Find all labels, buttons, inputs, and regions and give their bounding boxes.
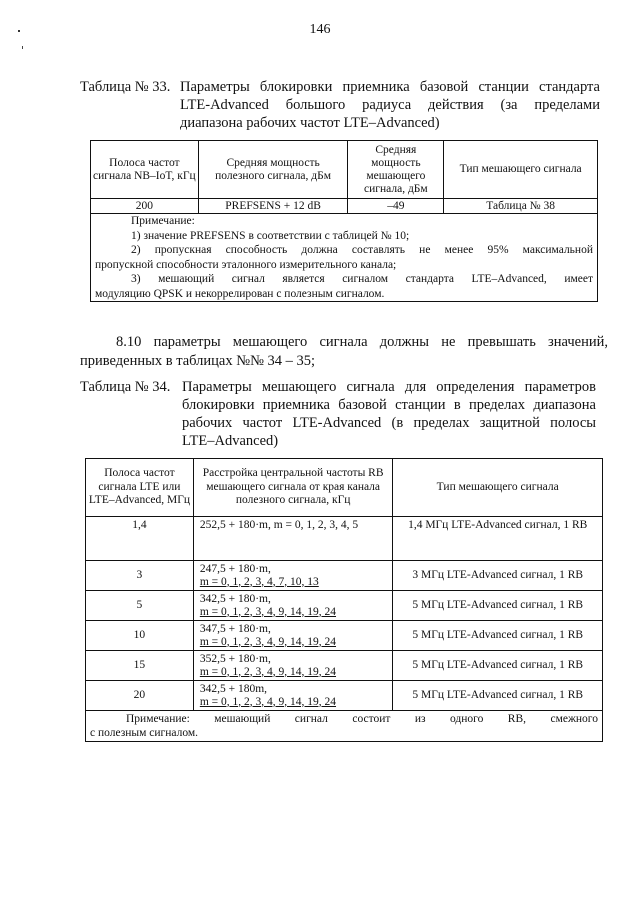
table-row [86,681,603,711]
table34-caption-label: Таблица № 34. [80,379,171,395]
table33-note-line: 3) мешающий сигнал является сигналом стандарта LTE–Advanced, имеет [131,273,593,285]
table33-note-line: 1) значение PREFSENS в соответствии с таблицей № 10; [131,229,410,242]
table34-caption-line: Параметры мешающего сигнала для определения параметров [182,379,596,395]
table34-caption [80,378,596,450]
table-row [86,561,603,591]
table-cell [193,591,393,621]
table33-data-row [91,199,598,214]
table34-header-cell: Расстройка центральной частоты RB мешающего сигнала от края канала полезного сигнала, кГц [193,459,393,517]
table34-note-row [86,711,603,742]
table-cell: 5 МГц LTE-Advanced сигнал, 1 RB [393,621,603,651]
table33-header-cell: Средняя мощность полезного сигнала, дБм [198,141,348,199]
table33-caption-label: Таблица № 33. [80,79,171,95]
table34-note [86,711,603,742]
table-cell: 5 МГц LTE-Advanced сигнал, 1 RB [393,681,603,711]
table-cell: 3 МГц LTE-Advanced сигнал, 1 RB [393,561,603,591]
table34-header-row [86,459,603,517]
offset-formula: 247,5 + 180·m, [199,563,271,575]
table-row [86,651,603,681]
table-cell: 200 [91,199,199,214]
table33-note-line: 2) пропускная способность должна составлять не менее 95% максимальной [131,244,593,256]
table33-caption-line: диапазона рабочих частот LTE–Advanced) [180,115,440,131]
table33-header-cell: Средняя мощность мешающего сигнала, дБм [348,141,444,199]
table33-note-line: пропускной способности эталонного измерительного канала; [95,258,397,271]
offset-formula: 352,5 + 180·m, [199,653,271,665]
table-row [86,621,603,651]
paragraph-8-10 [80,333,608,371]
table33-header-cell: Полоса частот сигнала NB–IoT, кГц [91,141,199,199]
table33-note-line: модуляцию QPSK и некоррелирован с полезным сигналом. [95,287,385,300]
table-cell [193,561,393,591]
table34-note-line: с полезным сигналом. [90,727,199,739]
table33 [90,140,598,302]
table-cell: 5 [86,591,194,621]
table34 [85,458,603,742]
table-cell: PREFSENS + 12 dB [198,199,348,214]
table-cell: –49 [348,199,444,214]
offset-formula: 252,5 + 180·m, m = 0, 1, 2, 3, 4, 5 [199,519,359,531]
table34-caption-line: блокировки приемника базовой станции в пределах диапазона [182,397,596,413]
table34-caption-line: LTE–Advanced) [182,433,279,449]
offset-formula: 342,5 + 180m, [199,683,268,695]
offset-formula: 347,5 + 180·m, [199,623,271,635]
table-cell: 5 МГц LTE-Advanced сигнал, 1 RB [393,651,603,681]
table-cell [193,621,393,651]
table-cell: 15 [86,651,194,681]
table33-header-cell: Тип мешающего сигнала [444,141,598,199]
table-row [86,591,603,621]
offset-m-values: m = 0, 1, 2, 3, 4, 7, 10, 13 [199,575,319,588]
table33-note [91,214,598,302]
offset-formula: 342,5 + 180·m, [199,593,271,605]
offset-m-values: m = 0, 1, 2, 3, 4, 9, 14, 19, 24 [199,635,337,648]
table-cell: 5 МГц LTE-Advanced сигнал, 1 RB [393,591,603,621]
offset-m-values: m = 0, 1, 2, 3, 4, 9, 14, 19, 24 [199,665,337,678]
table-row [86,517,603,561]
table-cell: 3 [86,561,194,591]
table-cell [193,517,393,561]
table-cell: 1,4 [86,517,194,561]
table-cell: 20 [86,681,194,711]
table33-header-row [91,141,598,199]
table34-note-line: Примечание: мешающий сигнал состоит из одного RB, смежного [126,713,598,725]
table33-note-row [91,214,598,302]
table34-header-cell: Тип мешающего сигнала [393,459,603,517]
table33-caption-line: LTE-Advanced большого радиуса действия (за пределами [180,97,600,113]
table-cell [193,681,393,711]
table-cell [193,651,393,681]
table33-caption-line: Параметры блокировки приемника базовой станции стандарта [180,79,600,95]
offset-m-values: m = 0, 1, 2, 3, 4, 9, 14, 19, 24 [199,695,337,708]
table33-note-title: Примечание: [131,215,195,227]
table-cell: Таблица № 38 [444,199,598,214]
table34-header-cell: Полоса частот сигнала LTE или LTE–Advanced, МГц [86,459,194,517]
table33-caption [80,78,600,132]
margin-mark [22,46,23,49]
table34-caption-line: рабочих частот LTE-Advanced (в пределах защитной полосы [182,415,596,431]
paragraph-line: приведенных в таблицах №№ 34 – 35; [80,353,316,369]
page-number: 146 [309,22,331,37]
table-cell: 10 [86,621,194,651]
paragraph-line: 8.10 параметры мешающего сигнала должны не превышать значений, [116,334,608,350]
table-cell: 1,4 МГц LTE-Advanced сигнал, 1 RB [393,517,603,561]
offset-m-values: m = 0, 1, 2, 3, 4, 9, 14, 19, 24 [199,605,337,618]
